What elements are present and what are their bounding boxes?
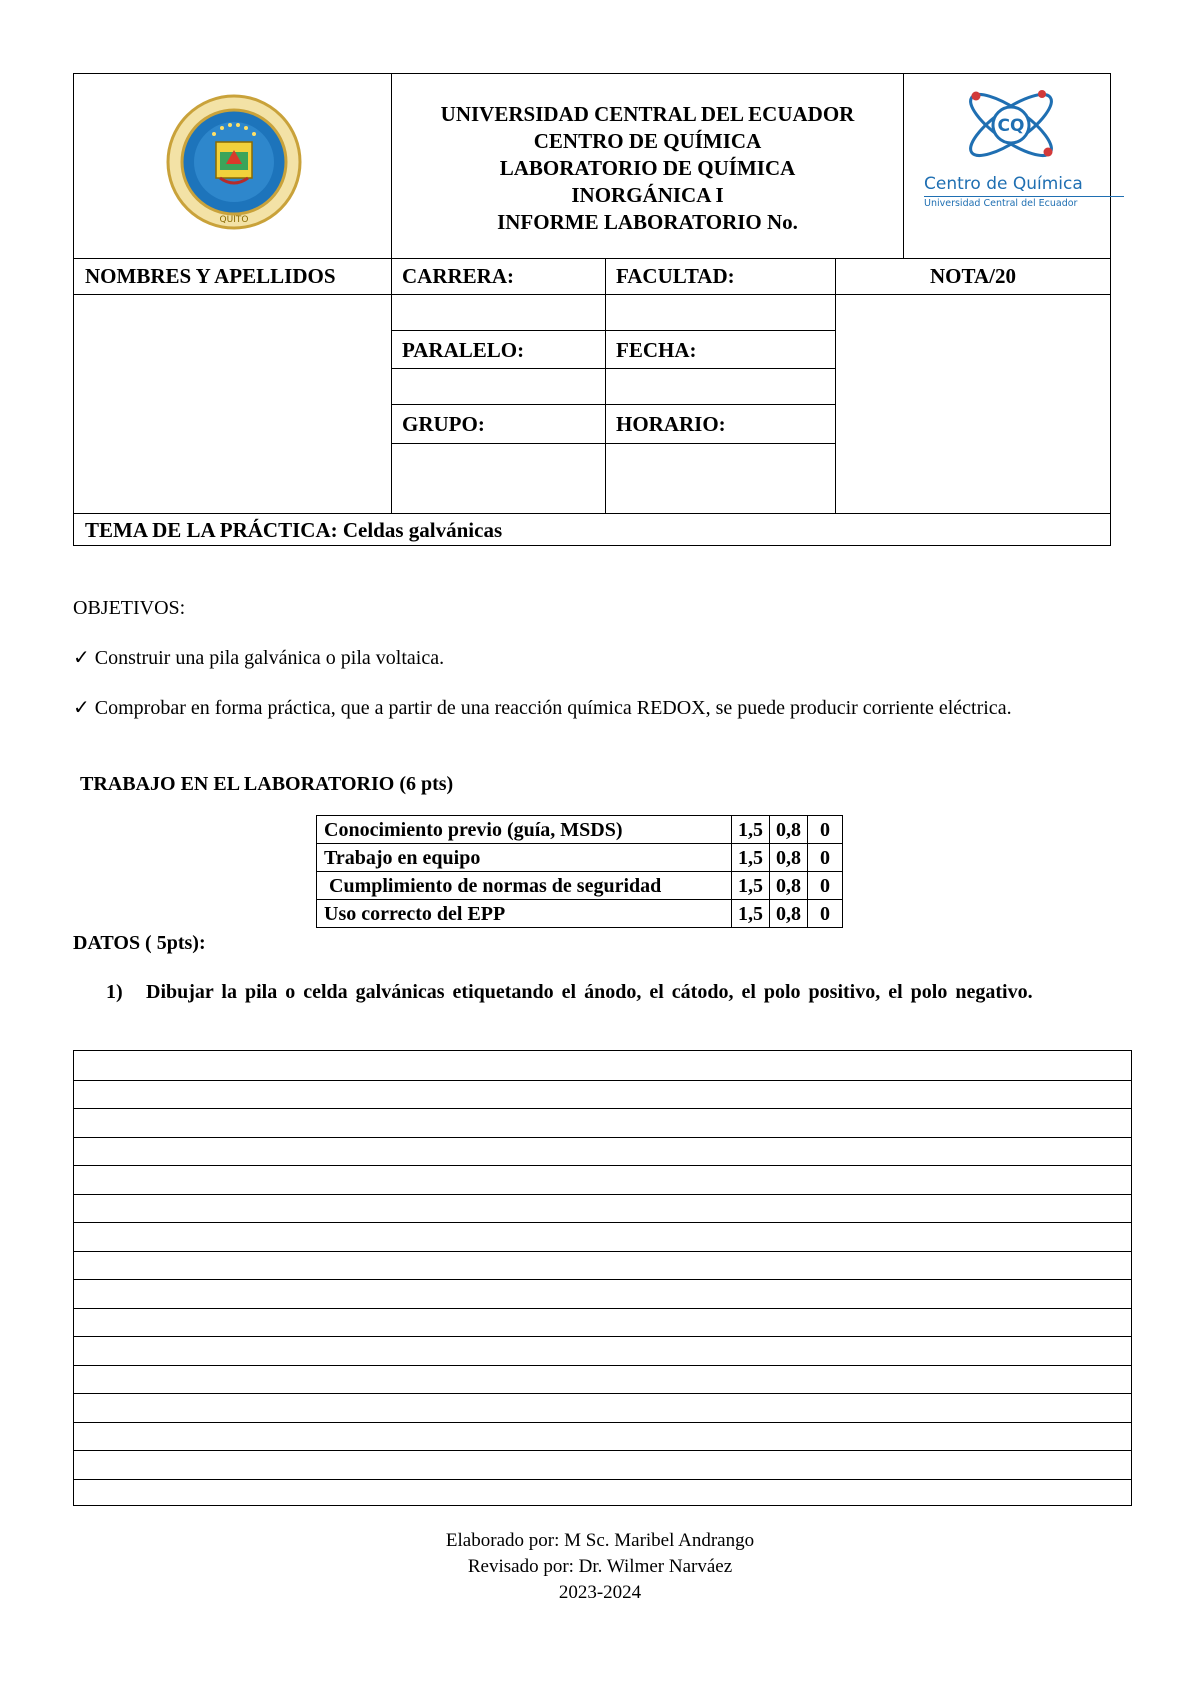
info-rule-4 xyxy=(391,443,836,444)
horario-label: HORARIO: xyxy=(616,412,726,436)
header-cq-logo-cell xyxy=(904,74,1110,258)
lab-criteria-table xyxy=(316,815,843,928)
score-cell: 1,5 xyxy=(732,816,770,844)
atom-logo-icon xyxy=(956,80,1066,170)
header-table xyxy=(73,73,1111,259)
ruled-line xyxy=(74,1194,1131,1195)
ruled-line xyxy=(74,1450,1131,1451)
nombres-label: NOMBRES Y APELLIDOS xyxy=(85,264,336,288)
nota-label: NOTA/20 xyxy=(930,264,1016,288)
score-cell: 0,8 xyxy=(770,816,808,844)
ruled-line xyxy=(74,1137,1131,1138)
ruled-line xyxy=(74,1222,1131,1223)
info-divider-2 xyxy=(605,259,606,514)
criteria-row xyxy=(317,816,843,844)
criterion-cell: Trabajo en equipo xyxy=(317,844,732,872)
footer-period: 2023-2024 xyxy=(558,1582,642,1603)
criteria-row xyxy=(317,900,843,928)
cq-logo-subtitle: Universidad Central del Ecuador xyxy=(924,196,1124,209)
score-cell: 1,5 xyxy=(732,872,770,900)
objective-item-1: ✓ Construir una pila galvánica o pila voltaica. xyxy=(73,647,445,669)
facultad-label: FACULTAD: xyxy=(616,264,735,288)
ruled-line xyxy=(74,1165,1131,1166)
score-cell: 0 xyxy=(808,900,843,928)
footer-revisado: Revisado por: Dr. Wilmer Narváez xyxy=(467,1556,733,1577)
ruled-line xyxy=(74,1251,1131,1252)
fecha-label: FECHA: xyxy=(616,338,697,362)
objective-item-2: ✓ Comprobar en forma práctica, que a partir de una reacción química REDOX, se puede producir corriente eléctrica. xyxy=(73,697,1012,719)
criteria-row xyxy=(317,872,843,900)
ruled-line xyxy=(74,1479,1131,1480)
header-title-cell xyxy=(392,74,904,258)
score-cell: 0 xyxy=(808,872,843,900)
criterion-cell: Cumplimiento de normas de seguridad xyxy=(317,872,732,900)
info-divider-1 xyxy=(391,259,392,514)
paralelo-label: PARALELO: xyxy=(402,338,525,362)
header-title-line-5: INFORME LABORATORIO No. xyxy=(497,210,798,234)
ruled-line xyxy=(74,1080,1131,1081)
info-header-rule xyxy=(74,294,1110,295)
footer xyxy=(0,1528,1200,1606)
score-cell: 0,8 xyxy=(770,900,808,928)
ruled-line xyxy=(74,1422,1131,1423)
ruled-line xyxy=(74,1308,1131,1309)
ruled-line xyxy=(74,1108,1131,1109)
info-rule-2 xyxy=(391,368,836,369)
grupo-label: GRUPO: xyxy=(402,412,485,436)
score-cell: 0 xyxy=(808,816,843,844)
carrera-label: CARRERA: xyxy=(402,264,514,288)
score-cell: 1,5 xyxy=(732,844,770,872)
ruled-line xyxy=(74,1279,1131,1280)
cq-logo-name: Centro de Química xyxy=(924,174,1083,194)
score-cell: 0,8 xyxy=(770,872,808,900)
criteria-row xyxy=(317,844,843,872)
header-title-line-4: INORGÁNICA I xyxy=(571,183,724,207)
question-number: 1) xyxy=(106,981,123,1003)
footer-elaborado: Elaborado por: M Sc. Maribel Andrango xyxy=(445,1530,755,1551)
score-cell: 0 xyxy=(808,844,843,872)
lab-work-heading: TRABAJO EN EL LABORATORIO (6 pts) xyxy=(80,773,454,795)
header-logo-cell xyxy=(74,74,392,258)
info-rule-1 xyxy=(391,330,836,331)
header-title-line-3: LABORATORIO DE QUÍMICA xyxy=(499,156,796,180)
datos-heading: DATOS ( 5pts): xyxy=(73,932,206,954)
ruled-line xyxy=(74,1336,1131,1337)
tema-label: TEMA DE LA PRÁCTICA: Celdas galvánicas xyxy=(85,518,503,542)
answer-ruled-area[interactable] xyxy=(73,1050,1132,1506)
criterion-cell: Uso correcto del EPP xyxy=(317,900,732,928)
question-text: Dibujar la pila o celda galvánicas etiquetando el ánodo, el cátodo, el polo positivo, el polo negativo. xyxy=(146,981,1033,1003)
info-divider-3 xyxy=(835,259,836,514)
score-cell: 0,8 xyxy=(770,844,808,872)
objectives-heading: OBJETIVOS: xyxy=(73,597,186,619)
header-title-line-1: UNIVERSIDAD CENTRAL DEL ECUADOR xyxy=(440,102,855,126)
ruled-line xyxy=(74,1393,1131,1394)
svg-text:QUITO: QUITO xyxy=(219,215,249,225)
criterion-cell: Conocimiento previo (guía, MSDS) xyxy=(317,816,732,844)
header-title-line-2: CENTRO DE QUÍMICA xyxy=(533,129,762,153)
info-tema-rule xyxy=(74,513,1110,514)
student-info-table xyxy=(73,259,1111,546)
ruled-line xyxy=(74,1365,1131,1366)
info-rule-3 xyxy=(391,404,836,405)
score-cell: 1,5 xyxy=(732,900,770,928)
university-seal-icon xyxy=(164,92,304,232)
cq-logo-initials: CQ xyxy=(997,116,1025,136)
